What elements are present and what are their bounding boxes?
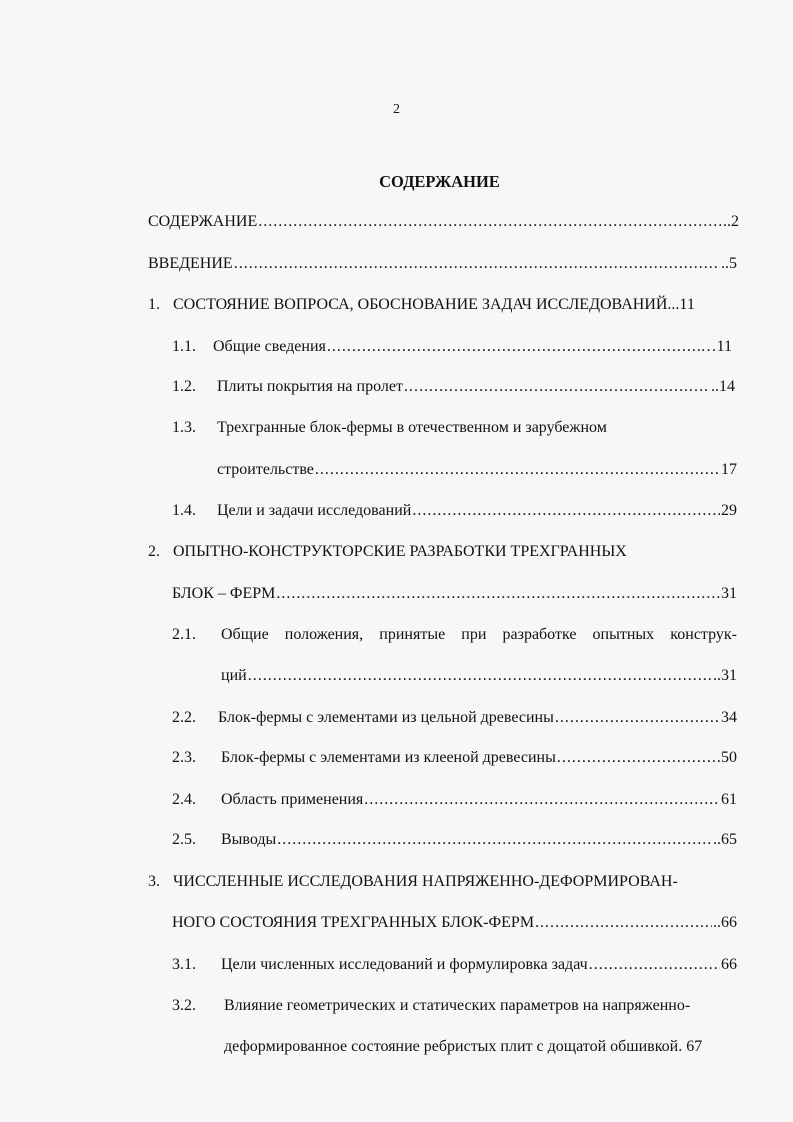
leader-dots bbox=[234, 254, 720, 274]
toc-entry-number: 3.2. bbox=[172, 997, 196, 1014]
toc-entry bbox=[172, 955, 737, 975]
toc-entry bbox=[148, 212, 739, 232]
toc-entry-page: 50 bbox=[721, 749, 737, 766]
leader-dots bbox=[327, 337, 700, 357]
toc-entry bbox=[172, 748, 737, 768]
toc-entry-page: 61 bbox=[721, 791, 737, 808]
toc-entry bbox=[148, 542, 627, 562]
toc-entry-continued bbox=[217, 460, 737, 480]
toc-entry-continued bbox=[172, 913, 737, 933]
toc-entry bbox=[172, 418, 607, 438]
toc-entry-text: БЛОК – ФЕРМ bbox=[172, 585, 276, 602]
toc-entry-number: 2.2. bbox=[172, 709, 196, 726]
toc-title: СОДЕРЖАНИЕ bbox=[379, 172, 500, 191]
toc-entry-text: строительстве bbox=[217, 461, 314, 478]
toc-entry-number: 3.1. bbox=[172, 956, 196, 973]
toc-entry-number: 1.2. bbox=[172, 378, 196, 395]
toc-entry bbox=[172, 996, 690, 1016]
toc-entry-text: Общие сведения bbox=[213, 338, 326, 355]
toc-entry-text: Блок-фермы с элементами из цельной древесины bbox=[218, 709, 554, 726]
toc-entry-page: 34 bbox=[721, 709, 737, 726]
toc-entry-text: ВВЕДЕНИЕ bbox=[148, 255, 233, 272]
toc-entry-text: Трехгранные блок-фермы в отечественном и зарубежном bbox=[217, 419, 607, 436]
leader-dots bbox=[557, 748, 720, 768]
toc-entry-number: 1. bbox=[148, 296, 160, 313]
toc-entry-page: …11 bbox=[700, 338, 732, 355]
page-number: 2 bbox=[393, 102, 400, 117]
toc-entry bbox=[172, 830, 737, 850]
leader-dots bbox=[412, 501, 720, 521]
toc-entry-continued bbox=[172, 584, 737, 604]
toc-entry bbox=[148, 872, 678, 892]
toc-entry-number: 2.1. bbox=[172, 626, 196, 643]
toc-entry bbox=[172, 501, 737, 521]
toc-entry-continued bbox=[221, 666, 737, 686]
leader-dots bbox=[404, 377, 710, 397]
toc-entry-page: ..65 bbox=[713, 831, 737, 848]
leader-dots bbox=[315, 460, 720, 480]
toc-entry-text: Цели численных исследований и формулировка задач bbox=[221, 956, 588, 973]
leader-dots bbox=[364, 790, 720, 810]
toc-entry-text: Общие положения, принятые при разработке опытных конструк- bbox=[221, 626, 737, 643]
leader-dots bbox=[258, 212, 722, 232]
toc-entry bbox=[148, 254, 737, 274]
toc-entry bbox=[148, 295, 695, 315]
toc-entry-page: ..5 bbox=[721, 255, 737, 272]
toc-entry bbox=[172, 377, 735, 397]
toc-entry-text: деформированное состояние ребристых плит с дощатой обшивкой. 67 bbox=[224, 1038, 703, 1055]
toc-entry bbox=[172, 625, 737, 645]
toc-entry bbox=[172, 708, 737, 728]
toc-entry-number: 2.4. bbox=[172, 791, 196, 808]
toc-entry-number: 2. bbox=[148, 543, 160, 560]
toc-entry-page: ..2 bbox=[723, 213, 739, 230]
toc-entry-text: Блок-фермы с элементами из клееной древесины bbox=[221, 749, 556, 766]
leader-dots bbox=[277, 830, 712, 850]
toc-entry-text: ций bbox=[221, 667, 247, 684]
toc-entry-text: ОПЫТНО-КОНСТРУКТОРСКИЕ РАЗРАБОТКИ ТРЕХГРАННЫХ bbox=[173, 543, 627, 560]
toc-entry-text: Выводы bbox=[221, 831, 277, 848]
toc-entry-text: Плиты покрытия на пролет bbox=[217, 378, 403, 395]
toc-entry-page: 31 bbox=[721, 585, 737, 602]
toc-entry-number: 1.4. bbox=[172, 502, 196, 519]
toc-entry-text: Область применения bbox=[221, 791, 364, 808]
toc-entry-number: 3. bbox=[148, 873, 160, 890]
toc-entry-page: 29 bbox=[721, 502, 737, 519]
toc-entry-page: 66 bbox=[721, 956, 737, 973]
leader-dots bbox=[589, 955, 720, 975]
toc-entry-number: 2.5. bbox=[172, 831, 196, 848]
leader-dots bbox=[555, 708, 720, 728]
toc-entry-text: НОГО СОСТОЯНИЯ ТРЕХГРАННЫХ БЛОК-ФЕРМ bbox=[172, 914, 535, 931]
toc-entry-text: СОДЕРЖАНИЕ bbox=[148, 213, 258, 230]
toc-entry-text: ЧИССЛЕННЫЕ ИССЛЕДОВАНИЯ НАПРЯЖЕННО-ДЕФОРМИРОВАН- bbox=[173, 873, 678, 890]
toc-entry-page: ..14 bbox=[711, 378, 735, 395]
toc-entry-continued bbox=[224, 1037, 702, 1057]
toc-entry-number: 1.3. bbox=[172, 419, 196, 436]
toc-entry-number: 1.1. bbox=[172, 338, 196, 355]
toc-entry-page: 17 bbox=[721, 461, 737, 478]
toc-entry-text: Цели и задачи исследований bbox=[217, 502, 412, 519]
toc-entry-page: ..66 bbox=[713, 914, 737, 931]
toc-entry-text: Влияние геометрических и статических параметров на напряженно- bbox=[224, 997, 691, 1014]
leader-dots bbox=[248, 666, 712, 686]
leader-dots bbox=[535, 913, 712, 933]
toc-entry-text: СОСТОЯНИЕ ВОПРОСА, ОБОСНОВАНИЕ ЗАДАЧ ИССЛЕДОВАНИЙ...11 bbox=[173, 296, 695, 313]
leader-dots bbox=[276, 584, 720, 604]
toc-entry-number: 2.3. bbox=[172, 749, 196, 766]
toc-entry bbox=[172, 790, 737, 810]
toc-entry-page: ..31 bbox=[713, 667, 737, 684]
toc-entry bbox=[172, 337, 732, 357]
